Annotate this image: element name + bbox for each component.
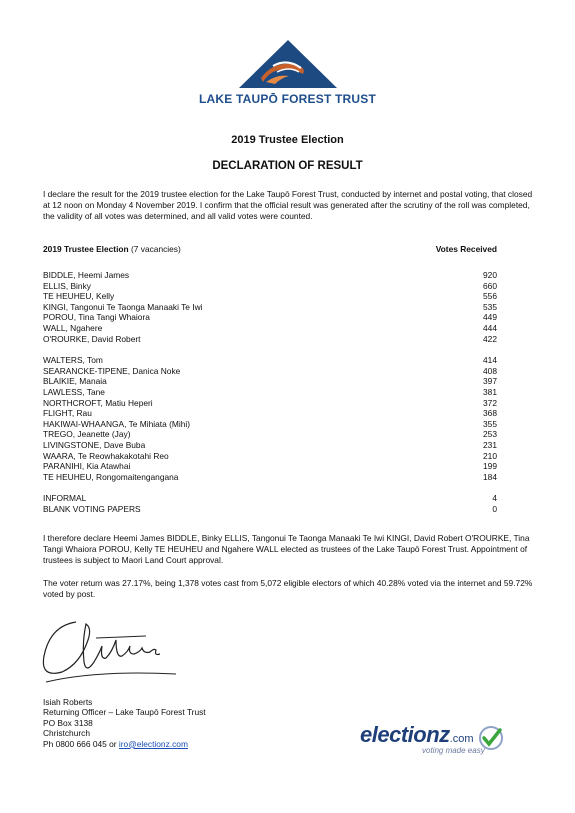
table-row	[43, 376, 497, 387]
header-votes: Votes Received	[435, 244, 497, 254]
results-table	[43, 244, 497, 514]
table-row	[43, 429, 497, 440]
table-row	[43, 493, 497, 504]
vote-count: 920	[483, 270, 497, 280]
vote-count: 397	[483, 376, 497, 387]
vote-count: 535	[483, 301, 497, 312]
candidate-name: POROU, Tina Tangi Whaiora	[43, 312, 150, 323]
candidate-name: BIDDLE, Heemi James	[43, 270, 130, 280]
turnout-paragraph: The voter return was 27.17%, being 1,378 votes cast from 5,072 eligible electors of which 40.28% voted via the internet and 59.72% voted by post.	[43, 578, 533, 599]
page-title: 2019 Trustee Election	[231, 134, 344, 146]
header-vacancies: (7 vacancies)	[130, 244, 181, 254]
contact-city: Christchurch	[43, 728, 91, 739]
electionz-tagline: voting made easy	[422, 746, 485, 755]
vote-count: 660	[483, 280, 497, 291]
candidate-name: SEARANCKE-TIPENE, Danica Noke	[43, 365, 181, 376]
contact-phone-line	[43, 739, 206, 749]
contact-role: Returning Officer – Lake Taupō Forest Trust	[43, 707, 206, 718]
candidate-name: NORTHCROFT, Matiu Heperi	[43, 397, 153, 408]
table-row	[43, 312, 497, 323]
candidate-name: TREGO, Jeanette (Jay)	[43, 429, 131, 440]
table-row	[43, 504, 497, 515]
vote-count: 4	[492, 493, 497, 504]
declaration-paragraph: I therefore declare Heemi James BIDDLE, Binky ELLIS, Tangonui Te Taonga Manaaki Te Iwi KINGI, David Robert O'ROURKE, Tina Tangi Whaiora POROU, Kelly TE HEUHEU and Ngahere WALL elected as trustees of the Lake Taupō Forest Trust. Appointment of trustees is subject to Maori Land Court approval.	[43, 533, 530, 565]
candidate-name: INFORMAL	[43, 493, 87, 504]
candidate-name: KINGI, Tangonui Te Taonga Manaaki Te Iwi	[43, 301, 203, 312]
contact-block	[43, 697, 206, 749]
vote-count: 449	[483, 312, 497, 323]
candidate-name: TE HEUHEU, Rongomaitengangana	[43, 471, 179, 482]
table-row	[43, 408, 497, 419]
header-label: 2019 Trustee Election	[43, 244, 129, 254]
candidate-name: WALL, Ngahere	[43, 322, 103, 333]
org-name: LAKE TAUPŌ FOREST TRUST	[198, 92, 377, 106]
table-row	[43, 323, 497, 334]
table-row	[43, 472, 497, 483]
mountain-logo-icon	[233, 38, 343, 90]
vote-count: 372	[483, 397, 497, 408]
org-logo	[0, 38, 575, 106]
candidate-name: BLAIKIE, Manaia	[43, 376, 107, 387]
vote-count: 253	[483, 429, 497, 440]
candidate-name: LIVINGSTONE, Dave Buba	[43, 439, 146, 450]
vote-count: 422	[483, 333, 497, 344]
table-row	[43, 355, 497, 366]
contact-email-link[interactable]: iro@electionz.com	[118, 738, 188, 749]
table-row	[43, 440, 497, 451]
vote-count: 414	[483, 355, 497, 366]
candidate-name: FLIGHT, Rau	[43, 408, 92, 419]
intro-paragraph: I declare the result for the 2019 trustee election for the Lake Taupō Forest Trust, conducted by internet and postal voting, that closed at 12 noon on Monday 4 November 2019. I confirm that the official result was generated after the scrutiny of the roll was completed, the validity of all votes was determined, and all valid votes were counted.	[43, 189, 533, 221]
vote-count: 199	[483, 461, 497, 472]
table-row	[43, 451, 497, 462]
electionz-suffix: .com	[449, 733, 474, 745]
contact-name: Isiah Roberts	[43, 697, 93, 707]
informal-list	[43, 493, 497, 514]
candidate-name: LAWLESS, Tane	[43, 386, 105, 397]
table-row	[43, 419, 497, 430]
table-row	[43, 461, 497, 472]
vote-count: 0	[492, 503, 497, 514]
electionz-word: electionz	[360, 722, 450, 747]
candidate-name: BLANK VOTING PAPERS	[43, 503, 141, 514]
vote-count: 556	[483, 291, 497, 302]
table-row	[43, 270, 497, 281]
contact-po-box: PO Box 3138	[43, 717, 93, 728]
signature	[36, 612, 186, 697]
vote-count: 408	[483, 365, 497, 376]
candidate-name: WALTERS, Tom	[43, 355, 103, 366]
page-subtitle: DECLARATION OF RESULT	[212, 160, 363, 172]
table-row	[43, 366, 497, 377]
candidate-name: ELLIS, Binky	[43, 280, 91, 291]
electionz-logo	[360, 722, 504, 755]
candidate-name: WAARA, Te Reowhakakotahi Reo	[43, 450, 169, 461]
candidate-name: TE HEUHEU, Kelly	[43, 291, 115, 302]
candidate-name: HAKIWAI-WHAANGA, Te Mihiata (Mihi)	[43, 418, 191, 429]
elected-list	[43, 270, 497, 344]
table-row	[43, 281, 497, 292]
contact-phone: Ph 0800 666 045 or	[43, 738, 119, 749]
vote-count: 355	[483, 418, 497, 429]
table-row	[43, 291, 497, 302]
vote-count: 231	[483, 439, 497, 450]
vote-count: 368	[483, 408, 497, 419]
table-row	[43, 387, 497, 398]
table-row	[43, 302, 497, 313]
results-header	[43, 244, 497, 256]
other-candidates-list	[43, 355, 497, 482]
table-row	[43, 334, 497, 345]
candidate-name: PARANIHI, Kia Atawhai	[43, 461, 131, 472]
vote-count: 444	[483, 322, 497, 333]
candidate-name: O'ROURKE, David Robert	[43, 333, 141, 344]
table-row	[43, 398, 497, 409]
vote-count: 210	[483, 450, 497, 461]
vote-count: 381	[483, 386, 497, 397]
vote-count: 184	[483, 471, 497, 482]
